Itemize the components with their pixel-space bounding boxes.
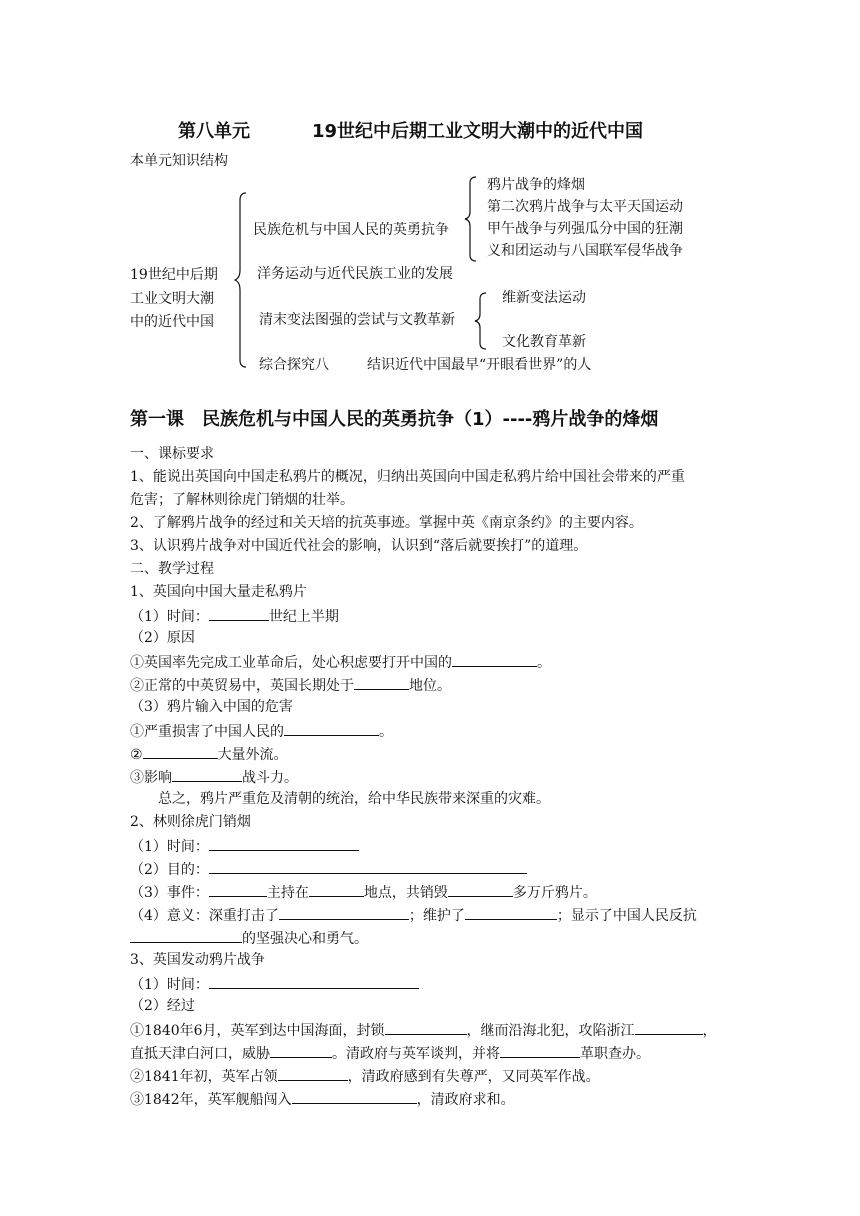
answer-blank[interactable] [635, 1019, 703, 1035]
line-text: （3）事件： [130, 885, 209, 901]
line-text: ②正常的中英贸易中，英国长期处于 [130, 678, 354, 694]
answer-blank[interactable] [270, 1042, 332, 1058]
tree-item: 第二次鸦片战争与太平天国运动 [487, 199, 683, 215]
line-text: ③1842年，英军舰船闯入 [130, 1092, 292, 1108]
summary-line: 总之，鸦片严重危及清朝的统治，给中华民族带来深重的灾难。 [158, 791, 550, 807]
answer-blank[interactable] [279, 904, 409, 920]
tree-item: 鸦片战争的烽烟 [487, 177, 585, 193]
lesson-title: 第一课 民族危机与中国人民的英勇抗争（1）----鸦片战争的烽烟 [130, 409, 659, 430]
structure-heading: 本单元知识结构 [130, 153, 228, 169]
line-text: ，继而沿海北犯，攻陷浙江 [466, 1023, 635, 1039]
line-text: 直抵天津白河口，威胁 [130, 1046, 270, 1062]
unit-title: 19世纪中后期工业文明大潮中的近代中国 [312, 121, 644, 142]
tree-item: 维新变法运动 [502, 290, 586, 306]
answer-blank[interactable] [354, 674, 409, 690]
line-text: 。 [537, 655, 551, 671]
tree-root-line: 工业文明大潮 [130, 291, 214, 307]
answer-blank[interactable] [278, 1065, 348, 1081]
fill-line [130, 904, 697, 926]
tree-root-line: 19世纪中后期 [130, 267, 218, 283]
line-text: 地位。 [409, 678, 451, 694]
tree-branch-inquiry: 综合探究八 [259, 357, 329, 373]
line-text: ①严重损害了中国人民的 [130, 724, 284, 740]
answer-blank[interactable] [292, 1088, 417, 1104]
fill-line [130, 973, 419, 995]
requirement-line: 1、能说出英国向中国走私鸦片的概况，归纳出英国向中国走私鸦片给中国社会带来的严重 [130, 469, 685, 485]
fill-line [130, 835, 359, 857]
answer-blank[interactable] [385, 1019, 467, 1035]
line-text: 革职查办。 [580, 1046, 650, 1062]
line-text: 主持在 [266, 885, 309, 901]
fill-line [130, 766, 298, 788]
line-text: ③影响 [130, 770, 172, 786]
line-text: （1）时间： [130, 839, 209, 855]
answer-blank[interactable] [209, 605, 269, 621]
section-heading: 二、教学过程 [130, 561, 214, 577]
tree-reform-brace [474, 292, 488, 350]
part-heading: 2、林则徐虎门销烟 [130, 814, 251, 830]
line-text: （1）时间： [130, 609, 209, 625]
line-text: ；显示了中国人民反抗 [556, 908, 697, 924]
tree-branch-reform: 清末变法图强的尝试与文教革新 [259, 312, 455, 328]
fill-line [130, 858, 527, 880]
line-text: ②1841年初，英军占领 [130, 1069, 278, 1085]
fill-line [130, 1042, 650, 1064]
tree-crisis-brace [464, 176, 478, 262]
tree-item: 文化教育革新 [502, 334, 586, 350]
line-text: 战斗力。 [242, 770, 298, 786]
answer-blank[interactable] [309, 881, 364, 897]
fill-line [130, 881, 597, 903]
line-text: （1）时间： [130, 977, 209, 993]
line-text: 的坚强决心和勇气。 [242, 931, 368, 947]
answer-blank[interactable] [465, 904, 557, 920]
part-heading: 1、英国向中国大量走私鸦片 [130, 584, 307, 600]
sub-heading: （2）经过 [130, 998, 195, 1014]
line-text: （2）目的： [130, 862, 209, 878]
fill-line [130, 743, 288, 765]
part-heading: 3、英国发动鸦片战争 [130, 952, 265, 968]
fill-line [130, 674, 451, 696]
requirement-line: 3、认识鸦片战争对中国近代社会的影响，认识到“落后就要挨打”的道理。 [130, 538, 588, 554]
fill-line [130, 651, 551, 673]
requirement-line: 2、了解鸦片战争的经过和关天培的抗英事迹。掌握中英《南京条约》的主要内容。 [130, 515, 643, 531]
answer-blank[interactable] [500, 1042, 580, 1058]
answer-blank[interactable] [284, 720, 379, 736]
line-text: ，清政府感到有失尊严，又同英军作战。 [347, 1069, 600, 1085]
fill-line [130, 720, 393, 742]
line-text: ， [702, 1023, 717, 1039]
unit-label: 第八单元 [178, 121, 250, 142]
line-text: 世纪上半期 [268, 609, 339, 625]
sub-heading: （2）原因 [130, 630, 195, 646]
answer-blank[interactable] [209, 973, 419, 989]
line-text: 大量外流。 [217, 747, 288, 763]
line-text: ，清政府求和。 [416, 1092, 515, 1108]
answer-blank[interactable] [209, 835, 359, 851]
fill-line [130, 1065, 600, 1087]
tree-item: 甲午战争与列强瓜分中国的狂潮 [487, 221, 683, 237]
answer-blank[interactable] [143, 743, 218, 759]
answer-blank[interactable] [452, 651, 537, 667]
answer-blank[interactable] [448, 881, 513, 897]
line-text: 多万斤鸦片。 [512, 885, 597, 901]
tree-branch-westernization: 洋务运动与近代民族工业的发展 [257, 266, 453, 282]
line-text: 。 [379, 724, 393, 740]
section-heading: 一、课标要求 [130, 446, 214, 462]
sub-heading: （3）鸦片输入中国的危害 [130, 699, 293, 715]
line-text: ①1840年6月，英军到达中国海面，封锁 [130, 1023, 385, 1039]
line-text: 地点，共销毁 [363, 885, 448, 901]
tree-branch-crisis: 民族危机与中国人民的英勇抗争 [253, 222, 449, 238]
line-text: （4）意义：深重打击了 [130, 908, 279, 924]
answer-blank[interactable] [172, 766, 242, 782]
answer-blank[interactable] [209, 881, 267, 897]
fill-line [130, 1019, 717, 1041]
tree-item: 义和团运动与八国联军侵华战争 [487, 243, 683, 259]
fill-line [130, 927, 368, 949]
requirement-line: 危害；了解林则徐虎门销烟的壮举。 [130, 492, 354, 508]
tree-inquiry-note: 结识近代中国最早“开眼看世界”的人 [367, 357, 592, 373]
answer-blank[interactable] [130, 927, 242, 943]
tree-main-brace [234, 192, 248, 368]
line-text: ；维护了 [408, 908, 465, 924]
fill-line [130, 1088, 515, 1110]
line-text: ② [130, 747, 143, 763]
tree-root-line: 中的近代中国 [130, 314, 214, 330]
fill-line [130, 605, 339, 627]
line-text: ①英国率先完成工业革命后，处心积虑要打开中国的 [130, 655, 452, 671]
line-text: 。清政府与英军谈判，并将 [332, 1046, 500, 1062]
answer-blank[interactable] [209, 858, 527, 874]
